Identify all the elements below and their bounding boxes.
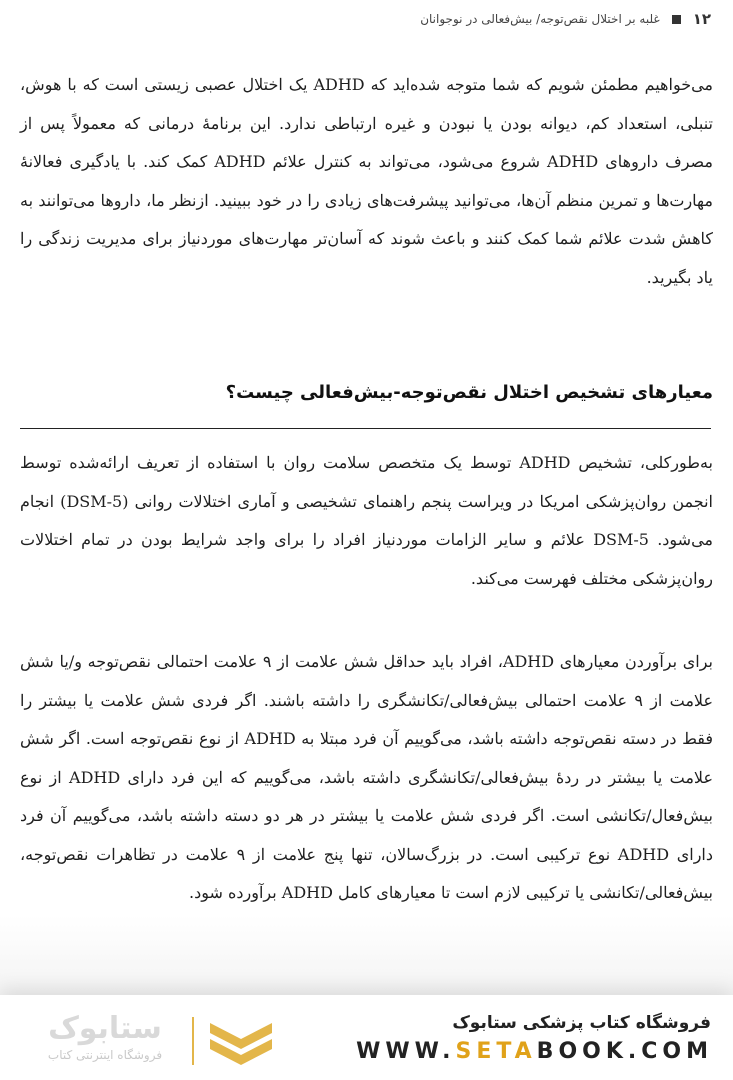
paragraph-criteria: برای برآوردن معیارهای ADHD، افراد باید حداقل شش علامت از ۹ علامت احتمالی نقص‌توجه و/یا شش علامت از ۹ علامت احتمالی بیش‌فعالی/تکانشگری را داشته باشند. اگر فردی شش علامت یا بیشتر را فقط در دسته نقص‌توجه داشته باشد، می‌گوییم آن فرد مبتلا به ADHD از نوع نقص‌توجه است. اگر شش علامت یا بیشتر در ردهٔ بیش‌فعالی/تکانشگری داشته باشد، می‌گوییم که این فرد دارای ADHD از نوع بیش‌فعال/تکانشی است. اگر فردی شش علامت یا بیشتر در هر دو دسته داشته باشد، می‌گوییم آن فرد دارای ADHD نوع ترکیبی است. در بزرگ‌سالان، تنها پنج علامت از ۹ علامت در تظاهرات نقص‌توجه، بیش‌فعالی/تکانشی یا ترکیبی لازم است تا معیارهای کامل ADHD برآورده شود. <box>20 652 714 902</box>
page-number: ۱۲ <box>692 10 711 28</box>
running-header <box>20 8 711 30</box>
website-url[interactable] <box>356 1039 713 1064</box>
url-accent: SETA <box>455 1039 537 1064</box>
logo-brand-name: ستابوک <box>48 1011 162 1046</box>
section-heading: معیارهای تشخیص اختلال نقص‌توجه-بیش‌فعالی چیست؟ <box>225 382 713 403</box>
url-prefix: WWW. <box>356 1039 456 1064</box>
logo-divider <box>192 1017 194 1065</box>
setabook-logo[interactable] <box>30 1011 330 1071</box>
logo-tagline: فروشگاه اینترنتی کتاب <box>47 1048 163 1062</box>
running-title: غلبه بر اختلال نقص‌توجه/ بیش‌فعالی در نوجوانان <box>420 12 660 26</box>
url-suffix: BOOK.COM <box>536 1039 713 1064</box>
heading-underline <box>20 428 711 429</box>
footer-banner[interactable] <box>0 995 733 1080</box>
bottom-fade-overlay <box>0 915 733 995</box>
shop-name: فروشگاه کتاب پزشکی ستابوک <box>452 1013 711 1033</box>
paragraph-diagnosis: به‌طورکلی، تشخیص ADHD توسط یک متخصص سلامت روان با استفاده از تعریف ارائه‌شده توسط انجمن روان‌پزشکی امریکا در ویراست پنجم راهنمای تشخیصی و آماری اختلالات روانی (DSM-5) انجام می‌شود. DSM-5 علائم و سایر الزامات موردنیاز افراد را برای واجد شرایط بودن در تمام اختلالات روان‌پزشکی مختلف فهرست می‌کند. <box>20 453 714 588</box>
paragraph-intro: می‌خواهیم مطمئن شویم که شما متوجه شده‌اید که ADHD یک اختلال عصبی زیستی است که با هوش، تنبلی، استعداد کم، دیوانه بودن یا نبودن و غیره ارتباطی ندارد. این برنامهٔ درمانی که معمولاً پس از مصرف داروهای ADHD شروع می‌شود، می‌تواند به کنترل علائم ADHD کمک کند. با یادگیری فعالانهٔ مهارت‌ها و تمرین منظم آن‌ها، می‌توانید پیشرفت‌های زیادی را در خود ببینید. ازنظر ما، داروها می‌توانند به کاهش شدت علائم شما کمک کنند و باعث شوند که آسان‌تر مهارت‌های موردنیاز برای مدیریت زندگی را یاد بگیرید. <box>20 75 714 287</box>
header-square-marker <box>672 15 681 24</box>
logo-wordmark <box>30 1011 180 1063</box>
book-chevron-icon <box>206 1017 276 1069</box>
